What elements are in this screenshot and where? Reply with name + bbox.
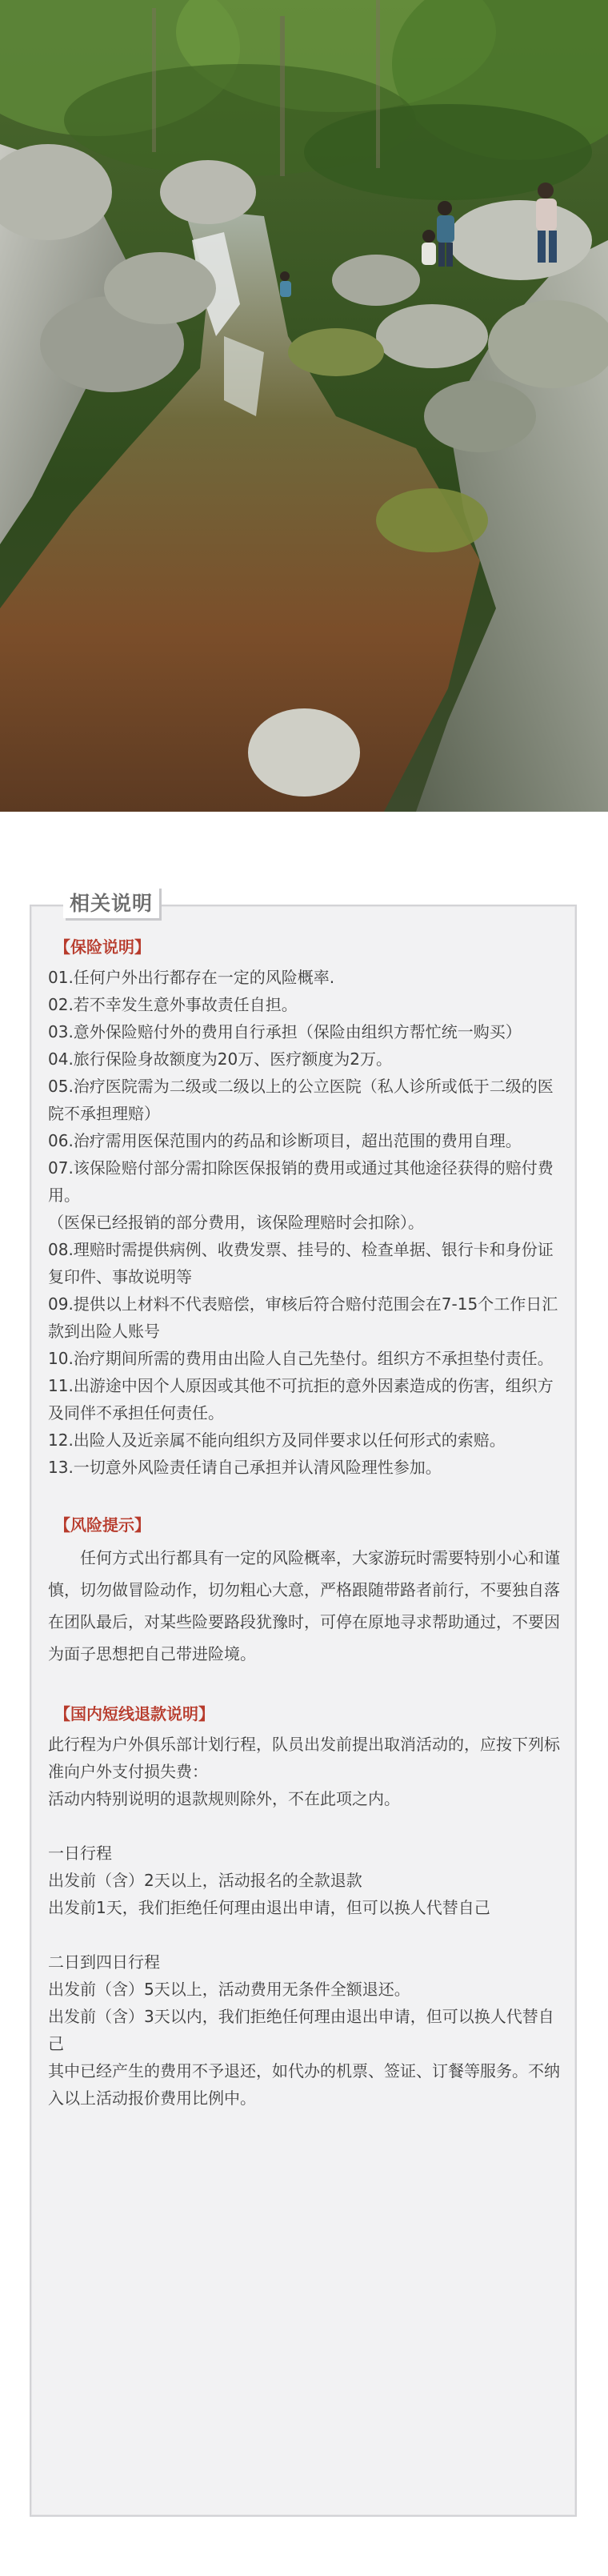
insurance-item: 03.意外保险赔付外的费用自行承担（保险由组织方帮忙统一购买） (48, 1022, 522, 1041)
section-spacer (48, 1670, 560, 1702)
multi-day-rule: 出发前（含）5天以上，活动费用无条件全额退还。 (48, 1980, 410, 1999)
insurance-item: 07.该保险赔付部分需扣除医保报销的费用或通过其他途径获得的赔付费用。 (48, 1158, 554, 1205)
one-day-rule: 出发前1天，我们拒绝任何理由退出申请，但可以换人代替自己 (48, 1898, 490, 1917)
insurance-item: 09.提供以上材料不代表赔偿，审核后符合赔付范围会在7-15个工作日汇款到出险人账号 (48, 1294, 558, 1341)
insurance-item: 01.任何户外出行都存在一定的风险概率. (48, 968, 335, 987)
section-spacer (48, 1921, 560, 1948)
one-day-label: 一日行程 (48, 1844, 112, 1863)
multi-day-label: 二日到四日行程 (48, 1952, 160, 1972)
refund-section (48, 1702, 560, 2112)
risk-heading: 【风险提示】 (54, 1515, 150, 1535)
hiker-figure (422, 230, 436, 265)
notice-content (48, 935, 560, 2112)
insurance-item: 04.旅行保险身故额度为20万、医疗额度为2万。 (48, 1049, 392, 1069)
multi-day-rule: 出发前（含）3天以内，我们拒绝任何理由退出申请，但可以换人代替自己 (48, 2007, 554, 2053)
risk-section (48, 1513, 560, 1670)
multi-day-rule: 其中已经产生的费用不予退还，如代办的机票、签证、订餐等服务。不纳入以上活动报价费用比例中。 (48, 2061, 560, 2108)
insurance-item: 08.理赔时需提供病例、收费发票、挂号的、检查单据、银行卡和身份证复印件、事故说明等 (48, 1240, 554, 1286)
insurance-item: 06.治疗需用医保范围内的药品和诊断项目，超出范围的费用自理。 (48, 1131, 522, 1150)
insurance-item: 11.出游途中因个人原因或其他不可抗拒的意外因素造成的伤害，组织方及同伴不承担任何责任。 (48, 1376, 554, 1422)
section-spacer (48, 1812, 560, 1840)
mountain-stream-photo (0, 0, 608, 812)
insurance-heading: 【保险说明】 (54, 937, 150, 957)
refund-heading: 【国内短线退款说明】 (54, 1704, 214, 1723)
insurance-item: 13.一切意外风险责任请自己承担并认清风险理性参加。 (48, 1458, 442, 1477)
insurance-section (48, 935, 560, 1481)
insurance-item: （医保已经报销的部分费用，该保险理赔时会扣除）。 (48, 1213, 424, 1232)
insurance-item: 10.治疗期间所需的费用由出险人自己先垫付。组织方不承担垫付责任。 (48, 1349, 554, 1368)
notice-title: 相关说明 (63, 886, 159, 918)
insurance-item: 12.出险人及近亲属不能向组织方及同伴要求以任何形式的索赔。 (48, 1430, 506, 1450)
refund-intro: 活动内特别说明的退款规则除外，不在此项之内。 (48, 1789, 400, 1808)
notice-title-wrap (30, 884, 164, 921)
insurance-item: 05.治疗医院需为二级或二级以上的公立医院（私人诊所或低于二级的医院不承担理赔） (48, 1077, 554, 1123)
risk-paragraph: 任何方式出行都具有一定的风险概率，大家游玩时需要特别小心和谨慎，切勿做冒险动作，切勿粗心大意，严格跟随带路者前行，不要独自落在团队最后，对某些险要路段犹豫时，可停在原地寻求帮助通过，不要因为面子思想把自己带进险境。 (48, 1548, 560, 1663)
section-spacer (48, 1481, 560, 1513)
refund-intro: 此行程为户外俱乐部计划行程，队员出发前提出取消活动的，应按下列标准向户外支付损失费： (48, 1735, 560, 1781)
one-day-rule: 出发前（含）2天以上，活动报名的全款退款 (48, 1871, 362, 1890)
insurance-item: 02.若不幸发生意外事故责任自担。 (48, 995, 298, 1014)
mountain-stream-icon (0, 0, 608, 812)
